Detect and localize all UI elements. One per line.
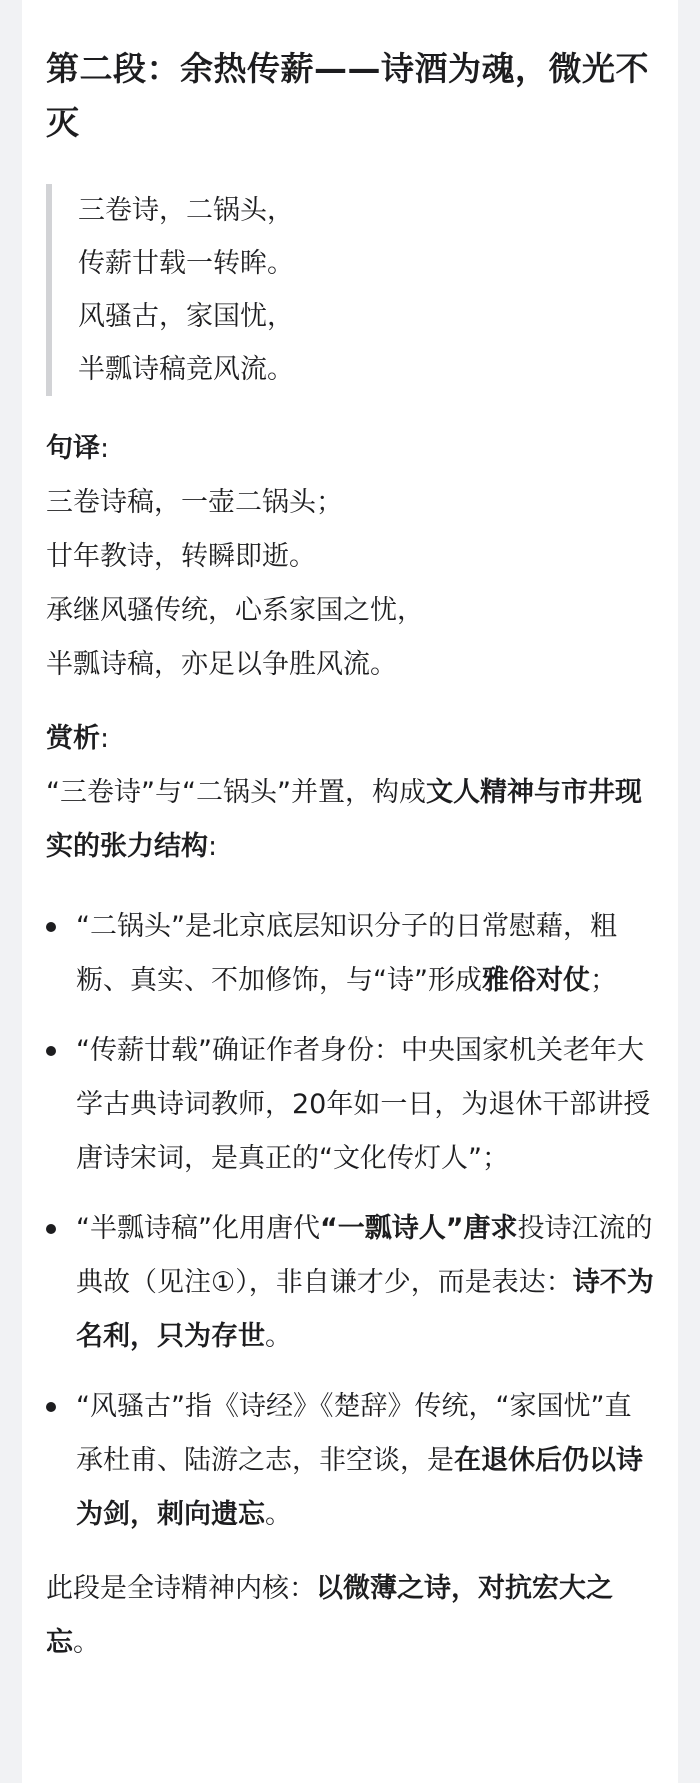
- bullet-dot-icon: [46, 1046, 56, 1056]
- bullet-text: 。: [265, 1321, 292, 1352]
- bullet-text: “二锅头”是北京底层知识分子的日常慰藉，粗粝、真实、不加修饰，与“诗”形成: [76, 911, 617, 996]
- poem-line: 半瓢诗稿竞风流。: [78, 354, 294, 385]
- translation-label: 句译: [46, 433, 100, 464]
- analysis-intro-emphasis: 文人精神与市井现实的张力结构: [46, 777, 642, 862]
- bullet-text: ；: [589, 965, 617, 996]
- list-item: [46, 900, 654, 1008]
- conclusion-emphasis: 以微薄之诗，对抗宏大之忘: [46, 1573, 613, 1658]
- article-card: [22, 0, 678, 1783]
- translation-line: 三卷诗稿，一壶二锅头；: [46, 487, 343, 518]
- analysis-intro-text: “三卷诗”与“二锅头”并置，构成: [46, 777, 426, 808]
- conclusion-tail: 。: [73, 1627, 100, 1658]
- analysis-intro-tail: :: [208, 831, 218, 862]
- bullet-text: “半瓢诗稿”化用唐代: [76, 1213, 320, 1244]
- bullet-emphasis: 雅俗对仗: [481, 965, 590, 996]
- translation-line: 半瓢诗稿，亦足以争胜风流。: [46, 649, 397, 680]
- analysis-intro: [46, 766, 654, 874]
- section-title: 第二段：余热传薪——诗酒为魂，微光不灭: [46, 49, 649, 142]
- analysis-bullet-list: [46, 900, 654, 1542]
- bullet-emphasis: 诗不为名利，只为存世: [76, 1267, 654, 1352]
- bullet-dot-icon: [46, 1402, 56, 1412]
- analysis-label: 赏析: [46, 723, 100, 754]
- translation-heading: [46, 422, 654, 476]
- analysis-heading: [46, 712, 654, 766]
- analysis-colon: :: [100, 723, 110, 754]
- poem-blockquote: [46, 184, 654, 396]
- list-item: [46, 1024, 654, 1186]
- list-item: [46, 1202, 654, 1364]
- conclusion-paragraph: [46, 1562, 654, 1670]
- bullet-text: “传薪廿载”确证作者身份：中央国家机关老年大学古典诗词教师，20年如一日，为退休干部讲授唐诗宋词，是真正的“文化传灯人”；: [76, 1035, 651, 1174]
- conclusion-text: 此段是全诗精神内核：: [46, 1573, 316, 1604]
- translation-colon: :: [100, 433, 110, 464]
- bullet-dot-icon: [46, 922, 56, 932]
- bullet-text: 。: [265, 1499, 292, 1530]
- bullet-dot-icon: [46, 1224, 56, 1234]
- bullet-emphasis: 在退休后仍以诗为剑，刺向遗忘: [76, 1445, 643, 1530]
- poem-line: 风骚古，家国忧，: [78, 301, 294, 332]
- bullet-text: 投诗江流的典故（见注①），非自谦才少，而是表达：: [76, 1213, 653, 1298]
- poem-line: 传薪廿载一转眸。: [78, 248, 294, 279]
- translation-line: 承继风骚传统，心系家国之忧，: [46, 595, 424, 626]
- list-item: [46, 1380, 654, 1542]
- bullet-text: “风骚古”指《诗经》《楚辞》传统，“家国忧”直承杜甫、陆游之志，非空谈，是: [76, 1391, 632, 1476]
- bullet-emphasis: “一瓢诗人”唐求: [319, 1213, 518, 1244]
- poem-line: 三卷诗，二锅头，: [78, 195, 294, 226]
- translation-line: 廿年教诗，转瞬即逝。: [46, 541, 316, 572]
